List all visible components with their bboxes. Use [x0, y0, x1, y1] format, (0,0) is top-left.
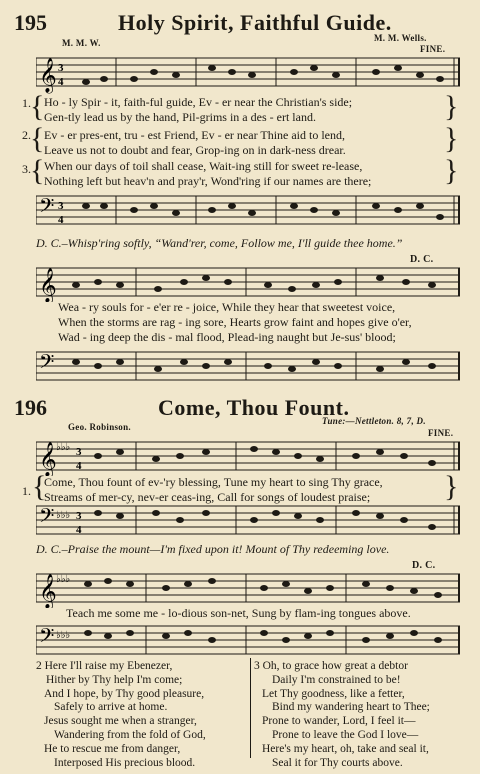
words-credit: M. M. W. [62, 38, 101, 48]
svg-text:3: 3 [76, 446, 82, 458]
stanza-number: 1. [22, 96, 31, 110]
treble-staff [36, 52, 460, 96]
svg-text:3: 3 [76, 510, 82, 522]
left-brace: { [32, 470, 47, 503]
bass-staff [36, 620, 460, 660]
verse-line: Hither by Thy help I'm come; [46, 673, 183, 686]
refrain-line: Teach me some me - lo-dious son-net, Sung by flam-ing tongues above. [66, 606, 411, 620]
right-brace: } [444, 154, 459, 187]
verse-line: Oh, to grace how great a debtor [262, 660, 408, 672]
treble-staff [36, 262, 460, 302]
lyric-line: Nothing left but heav'n and pray'r, Wond'ring if our names are there; [44, 174, 372, 188]
lyric-line: When our days of toil shall cease, Wait-ing still for sweet re-lease, [44, 159, 363, 173]
fine-mark: FINE. [428, 428, 454, 438]
svg-text:𝄢: 𝄢 [39, 504, 55, 532]
svg-text:3: 3 [58, 62, 64, 74]
svg-text:4: 4 [76, 460, 82, 472]
svg-text:𝄞: 𝄞 [39, 268, 57, 302]
treble-staff [36, 568, 460, 608]
bass-staff [36, 346, 460, 386]
right-brace: } [444, 90, 459, 123]
treble-staff [36, 436, 460, 476]
svg-text:♭♭♭: ♭♭♭ [56, 510, 71, 521]
svg-text:𝄞: 𝄞 [39, 574, 57, 608]
hymn-title: Come, Thou Fount. [158, 395, 350, 420]
refrain-line: Wea - ry souls for - e'er re - joice, While they hear that sweetest voice, [58, 300, 396, 314]
svg-text:♭♭♭: ♭♭♭ [56, 442, 71, 453]
svg-text:4: 4 [58, 214, 64, 226]
da-capo-mark: D. C. [412, 560, 436, 571]
tune-credit: Tune:—Nettleton. 8, 7, D. [322, 416, 426, 426]
column-divider [250, 658, 251, 758]
svg-text:𝄢: 𝄢 [39, 350, 55, 378]
verse-line: Daily I'm constrained to be! [272, 673, 401, 686]
verse-line: Let Thy goodness, like a fetter, [262, 687, 405, 700]
hymn-number: 196 [14, 395, 47, 420]
left-brace: { [30, 90, 45, 123]
left-brace: { [30, 122, 45, 155]
svg-text:♭♭♭: ♭♭♭ [56, 630, 71, 641]
words-credit: Geo. Robinson. [68, 422, 131, 432]
right-brace: } [444, 122, 459, 155]
verse-line: Bind my wandering heart to Thee; [272, 701, 430, 714]
verse-line: Wandering from the fold of God, [54, 728, 206, 741]
refrain-line: Wad - ing deep the dis - mal flood, Plead-ing naught but Je-sus' blood; [58, 330, 396, 344]
fine-mark: FINE. [420, 44, 446, 54]
verse-line: Interposed His precious blood. [54, 756, 196, 769]
lyric-line: Leave us not to doubt and fear, Grop-ing on in dark-ness drear. [44, 143, 346, 157]
verse-number: 3 [254, 660, 260, 672]
verse-number: 2 [36, 660, 42, 672]
stanza-number: 2. [22, 128, 31, 142]
verse-line: Here I'll raise my Ebenezer, [44, 660, 173, 672]
verse-2 [36, 660, 206, 770]
verse-line: And I hope, by Thy good pleasure, [44, 687, 205, 700]
svg-text:♭♭♭: ♭♭♭ [56, 574, 71, 585]
lyric-line: Come, Thou fount of ev-'ry blessing, Tune my heart to sing Thy grace, [44, 475, 383, 489]
right-brace: } [444, 470, 459, 503]
bass-staff [36, 190, 460, 230]
svg-text:4: 4 [76, 524, 82, 536]
lyric-line: Gen-tly lead us by the hand, Pil-grims in a des - ert land. [44, 110, 316, 124]
svg-text:𝄞: 𝄞 [39, 442, 57, 476]
verse-line: Prone to leave the God I love— [272, 728, 419, 741]
bass-staff [36, 500, 460, 540]
verse-line: Seal it for Thy courts above. [272, 756, 403, 769]
refrain-line: When the storms are rag - ing sore, Hearts grow faint and hopes give o'er, [58, 315, 412, 329]
verse-line: He to rescue me from danger, [44, 742, 181, 755]
verse-line: Safely to arrive at home. [54, 701, 168, 714]
lyric-line: Ev - er pres-ent, tru - est Friend, Ev - er near Thine aid to lend, [44, 128, 346, 142]
lyric-line: Streams of mer-cy, nev-er ceas-ing, Call for songs of loudest praise; [44, 490, 371, 504]
left-brace: { [30, 154, 45, 187]
svg-text:3: 3 [58, 200, 64, 212]
verse-3 [254, 660, 430, 770]
stanza-number: 1. [22, 484, 31, 498]
svg-text:4: 4 [58, 76, 64, 88]
hymn-title: Holy Spirit, Faithful Guide. [118, 10, 392, 35]
verse-line: Jesus sought me when a stranger, [44, 715, 197, 728]
da-capo-text: D. C.–Whisp'ring softly, “Wand'rer, come, Follow me, I'll guide thee home.” [36, 236, 403, 250]
svg-text:𝄞: 𝄞 [39, 58, 57, 93]
verse-line: Prone to wander, Lord, I feel it— [262, 715, 416, 728]
svg-text:𝄢: 𝄢 [39, 194, 55, 222]
verse-line: Here's my heart, oh, take and seal it, [262, 742, 429, 755]
hymn-number: 195 [14, 10, 47, 35]
music-credit: M. M. Wells. [374, 33, 427, 43]
lyric-line: Ho - ly Spir - it, faith-ful guide, Ev - er near the Christian's side; [44, 95, 353, 109]
svg-text:𝄢: 𝄢 [39, 624, 55, 652]
da-capo-text: D. C.–Praise the mount—I'm fixed upon it! Mount of Thy redeeming love. [36, 542, 390, 556]
stanza-number: 3. [22, 162, 31, 176]
da-capo-mark: D. C. [410, 254, 434, 265]
